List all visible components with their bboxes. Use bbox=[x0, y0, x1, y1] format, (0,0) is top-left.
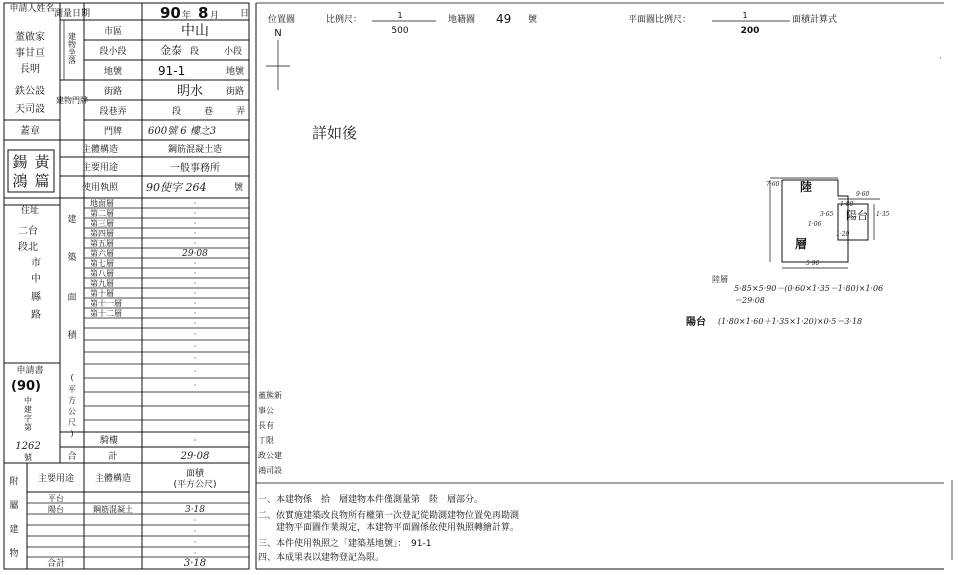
lot-unit: 地號 bbox=[226, 67, 245, 77]
calc-floor-expr: 5·85×5·90－(0·60×1·35－1·80)×1·06 bbox=[734, 284, 884, 293]
floor-area-value: · bbox=[193, 330, 197, 339]
plan-scale-num: 1 bbox=[742, 11, 748, 20]
annex-area-unit: (平方公尺) bbox=[173, 480, 217, 490]
cadastral-map-no: 49 bbox=[496, 12, 512, 26]
applicant-name-line: 長明 bbox=[20, 64, 40, 75]
annex-total-label: 合計 bbox=[46, 559, 66, 569]
floor-area-value: · bbox=[193, 354, 197, 363]
area-unit-char: 公 bbox=[68, 407, 76, 416]
cadastral-map-label: 地籍圖 bbox=[448, 15, 476, 25]
application-no-label: 申請書 bbox=[16, 366, 44, 376]
street-unit: 街路 bbox=[226, 87, 245, 97]
note-line: 建物平面圖作業規定，本建物平面圖係依使用執照轉繪計算。 bbox=[258, 523, 520, 533]
location-map-label: 位置圖 bbox=[268, 15, 296, 25]
application-no-number: 1262 bbox=[15, 441, 41, 452]
plan-dim: 1·20 bbox=[836, 231, 850, 238]
address-line: 二台 bbox=[18, 226, 38, 237]
floor-name: 地面層 bbox=[90, 199, 114, 208]
street-value: 明水 bbox=[176, 84, 204, 99]
area-label-char: 築 bbox=[67, 253, 77, 263]
applicant-label: 申請人姓名 bbox=[9, 4, 55, 14]
annex-area: · bbox=[193, 527, 197, 536]
area-label-char: 面 bbox=[67, 293, 77, 303]
door-label: 建物門牌 bbox=[56, 96, 88, 105]
applicant-name-line: 天司設 bbox=[15, 104, 45, 115]
plan-dim: 1·80 bbox=[840, 201, 854, 208]
address-value bbox=[18, 224, 42, 321]
annex-area: · bbox=[193, 538, 197, 547]
annex-area-header: 面積 bbox=[185, 469, 205, 479]
address-line: 路 bbox=[31, 310, 41, 321]
address-line: 縣 bbox=[31, 292, 41, 303]
note-line: 四、本成果表以建物登記為限。 bbox=[258, 553, 385, 563]
floor-name: 第四層 bbox=[90, 229, 114, 238]
survey-month: 8 bbox=[198, 4, 209, 22]
section-label: 段小段 bbox=[99, 47, 127, 57]
floor-area-value: 29·08 bbox=[182, 249, 208, 259]
city-district-label: 市區 bbox=[103, 27, 123, 37]
survey-year: 90 bbox=[160, 4, 181, 22]
floor-name: 第十二層 bbox=[90, 309, 122, 318]
plan-room-balcony: 陽台 bbox=[846, 209, 868, 222]
area-label-char: 積 bbox=[67, 331, 77, 341]
surveyor-stamp-line: 事公 bbox=[258, 406, 274, 415]
floor-area-value: · bbox=[193, 342, 197, 351]
application-no-sub: 第 bbox=[24, 423, 32, 432]
floor-area-value: · bbox=[193, 239, 197, 248]
annex-side-label bbox=[9, 475, 18, 559]
usage-value: 一般事務所 bbox=[170, 163, 220, 174]
floor-area-value: · bbox=[193, 367, 197, 376]
application-no-value: (90) bbox=[11, 379, 41, 394]
calc-floor-label: 陸層 bbox=[712, 275, 728, 284]
applicant-name-line: 鉄公設 bbox=[15, 86, 45, 97]
section-value: 金泰 bbox=[160, 44, 182, 57]
floor-plan-sketch bbox=[766, 178, 890, 268]
seal-char: 鴻 bbox=[12, 172, 28, 190]
area-section-label bbox=[67, 213, 77, 341]
floor-area-value: · bbox=[193, 229, 197, 238]
floor-name: 第二層 bbox=[90, 209, 114, 218]
structure-value: 鋼筋混凝土造 bbox=[167, 145, 223, 155]
annex-usage-header: 主要用途 bbox=[37, 474, 75, 484]
floor-area-value: · bbox=[193, 269, 197, 278]
stamp-label: 蓋章 bbox=[20, 126, 40, 137]
lot-value: 91-1 bbox=[158, 64, 186, 78]
surveyor-stamp-line: 董熊新 bbox=[258, 391, 282, 400]
address-label: 住址 bbox=[20, 206, 40, 216]
floor-name: 第八層 bbox=[90, 269, 114, 278]
lane-unit: 巷 bbox=[204, 107, 214, 117]
floor-name: 第七層 bbox=[90, 259, 114, 268]
location-scale-den: 500 bbox=[391, 26, 409, 36]
annex-side-char: 物 bbox=[9, 549, 19, 559]
note-line: 三、本件使用執照之「建築基地號」： 91-1 bbox=[258, 539, 432, 549]
section-unit: 段 bbox=[190, 47, 200, 57]
location-label: 建物坐落 bbox=[67, 32, 77, 64]
notes-block bbox=[258, 493, 519, 563]
floor-name: 第六層 bbox=[90, 249, 114, 258]
cadastral-map-unit: 號 bbox=[528, 15, 538, 25]
note-line: 一、本建物係 拾 層建物本件僅測量第 陸 層部分。 bbox=[258, 495, 484, 505]
floor-area-rows bbox=[90, 198, 208, 390]
address-line: 中 bbox=[31, 274, 41, 285]
lot-label: 地號 bbox=[103, 67, 123, 77]
applicant-name-cells bbox=[15, 30, 45, 115]
floor-name: 第九層 bbox=[90, 279, 114, 288]
total-value: 29·08 bbox=[180, 451, 210, 462]
seal-char: 黃 bbox=[34, 153, 50, 171]
month-label: 月 bbox=[210, 11, 220, 21]
floor-area-value: · bbox=[193, 319, 197, 328]
seal-char: 鍚 bbox=[12, 153, 28, 171]
annex-area: 3·18 bbox=[184, 505, 206, 515]
total-label-a: 合 bbox=[67, 452, 77, 462]
area-unit-char: 平 bbox=[68, 385, 76, 394]
plan-dim: 1·35 bbox=[876, 211, 890, 218]
north-label: N bbox=[274, 28, 282, 39]
street-label: 街路 bbox=[103, 87, 123, 97]
see-below-note: 詳如後 bbox=[312, 124, 358, 142]
district-value: 中山 bbox=[181, 23, 209, 39]
floor-name: 第三層 bbox=[90, 219, 114, 228]
loft-value: · bbox=[193, 436, 197, 446]
area-calc-label: 面積計算式 bbox=[792, 15, 838, 25]
lane-label: 段巷弄 bbox=[99, 107, 127, 117]
door-no-value: 600號 6 樓之3 bbox=[148, 126, 217, 137]
total-label-b: 計 bbox=[108, 452, 118, 462]
lane-unit: 段 bbox=[172, 107, 182, 117]
floor-area-value: · bbox=[193, 279, 197, 288]
license-value: 90使字 264 bbox=[146, 181, 207, 194]
surveyor-stamp-line: 政公建 bbox=[258, 451, 282, 460]
plan-scale-label: 平面圖比例尺： bbox=[628, 15, 692, 25]
floor-area-value: · bbox=[193, 381, 197, 390]
address-line: 市 bbox=[31, 258, 41, 269]
applicant-seal bbox=[8, 150, 54, 192]
location-scale-num: 1 bbox=[397, 11, 403, 20]
lane-unit: 弄 bbox=[236, 107, 246, 117]
area-unit-char: ( bbox=[70, 373, 74, 382]
area-label-char: 建 bbox=[67, 215, 77, 225]
applicant-name-line: 事甘亘 bbox=[15, 48, 45, 59]
day-label: 日 bbox=[240, 9, 250, 19]
annex-usage: 陽台 bbox=[48, 505, 64, 514]
floor-name: 第十一層 bbox=[90, 299, 122, 308]
area-calculation bbox=[686, 274, 883, 328]
plan-dim: 7·60 bbox=[766, 181, 780, 188]
area-unit-char: 方 bbox=[68, 396, 76, 405]
annex-side-char: 建 bbox=[9, 525, 19, 535]
floor-area-value: · bbox=[193, 209, 197, 218]
application-no-sub: 建 bbox=[24, 405, 32, 414]
annex-area: · bbox=[193, 516, 197, 525]
annex-usage: 平台 bbox=[48, 494, 64, 503]
floor-area-value: · bbox=[193, 199, 197, 208]
license-label: 使用執照 bbox=[81, 183, 119, 193]
application-no-sub: 中 bbox=[24, 396, 32, 405]
surveyor-stamp-line: 鴻司設 bbox=[258, 466, 282, 475]
loft-label: 騎樓 bbox=[100, 436, 119, 446]
area-unit-char: 尺 bbox=[68, 418, 76, 427]
floor-name: 第五層 bbox=[90, 239, 114, 248]
plan-room-floor: 層 bbox=[795, 237, 808, 251]
annex-side-char: 附 bbox=[9, 477, 19, 487]
floor-area-value: · bbox=[193, 289, 197, 298]
plan-room-main: 陸 bbox=[800, 180, 813, 194]
license-unit: 號 bbox=[234, 183, 244, 193]
door-no-label: 門牌 bbox=[103, 127, 123, 137]
floor-area-value: · bbox=[193, 299, 197, 308]
floor-area-value: · bbox=[193, 259, 197, 268]
usage-label: 主要用途 bbox=[81, 163, 119, 173]
seal-char: 篇 bbox=[34, 172, 50, 190]
structure-label: 主體構造 bbox=[81, 145, 119, 155]
location-scale-label: 比例尺： bbox=[326, 15, 363, 25]
north-arrow-icon bbox=[266, 28, 290, 90]
calc-balcony-expr: (1·80×1·60＋1·35×1·20)×0·5＝3·18 bbox=[718, 317, 863, 326]
annex-structure-header: 主體構造 bbox=[94, 474, 132, 484]
application-no-sub: 字 bbox=[24, 414, 32, 423]
surveyor-stamp bbox=[258, 390, 282, 475]
plan-dim: 5·90 bbox=[806, 260, 820, 267]
floor-area-value: · bbox=[193, 219, 197, 228]
floor-name: 第十層 bbox=[90, 289, 114, 298]
calc-floor-result: ＝29·08 bbox=[734, 296, 765, 305]
note-line: 二、依實施建築改良物所有權第一次登記從勘測建物位置免再勘測 bbox=[258, 511, 520, 521]
year-label: 年 bbox=[182, 11, 192, 21]
plan-dim: 9·60 bbox=[856, 191, 870, 198]
area-unit-label bbox=[68, 373, 76, 438]
survey-date-label: 測量日期 bbox=[53, 9, 91, 19]
annex-total-value: 3·18 bbox=[183, 558, 207, 569]
address-line: 段北 bbox=[18, 242, 38, 253]
annex-area: · bbox=[193, 549, 197, 558]
calc-balcony-label: 陽台 bbox=[686, 317, 706, 328]
plan-scale-den: 200 bbox=[740, 26, 760, 36]
floor-area-value: · bbox=[193, 309, 197, 318]
annex-side-char: 屬 bbox=[9, 501, 19, 511]
annex-structure: 鋼筋混凝土 bbox=[93, 505, 133, 514]
surveyor-stamp-line: 長有 bbox=[258, 421, 274, 430]
subsection-unit: 小段 bbox=[224, 47, 243, 57]
applicant-name-line: 董啟家 bbox=[15, 32, 45, 43]
plan-dim: 3·65 bbox=[820, 211, 834, 218]
plan-dim: 1·06 bbox=[808, 221, 822, 228]
application-no-suffix: 號 bbox=[24, 453, 32, 462]
surveyor-stamp-line: 丁限 bbox=[258, 436, 274, 445]
area-unit-char: ) bbox=[70, 429, 74, 438]
